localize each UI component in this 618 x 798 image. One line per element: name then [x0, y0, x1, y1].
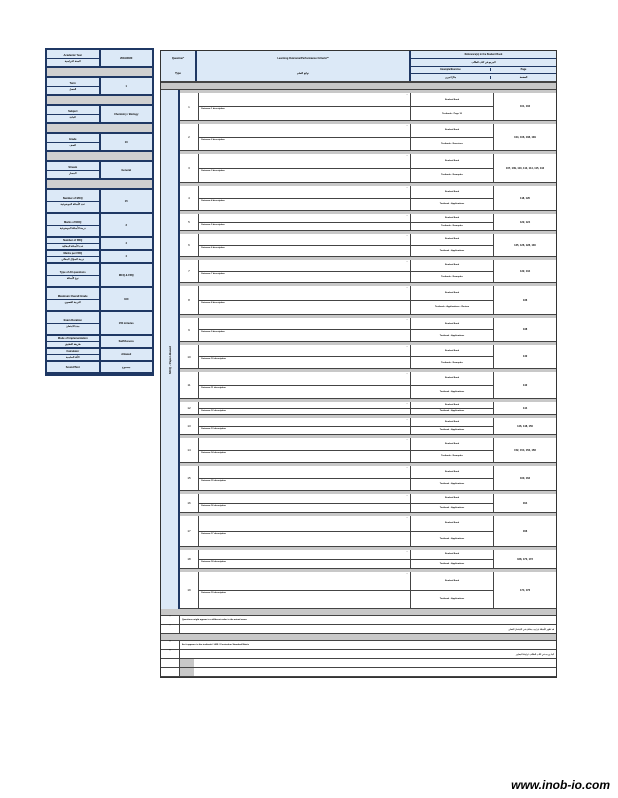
reference-detail: Textbook - Applications	[439, 562, 465, 565]
reference-detail: Textbook - Exercises	[441, 142, 463, 145]
exam-info-table	[45, 48, 154, 376]
watermark: www.inob-io.com	[511, 778, 610, 792]
table-row	[180, 513, 556, 547]
outcome-ar: ...	[199, 234, 410, 246]
info-row	[47, 264, 152, 288]
reference-detail: Textbook - Applications	[439, 203, 465, 206]
outcome-ar: ...	[199, 214, 410, 223]
divider	[161, 609, 556, 616]
info-label: Marks per FRQ	[47, 251, 99, 257]
info-label-ar: الفصل	[69, 87, 77, 91]
outcome-en: Outcome 10 description	[201, 358, 226, 360]
reference-source: Student Book	[411, 402, 493, 409]
info-label-ar: المادة	[69, 115, 76, 119]
footnote-text: Questions might appear in a different order in the actual exam.	[182, 619, 248, 621]
table-row	[180, 547, 556, 569]
reference-source: Student Book	[411, 572, 493, 591]
info-value: Chemistry / Biology	[114, 112, 139, 116]
outcome-ar: ...	[199, 286, 410, 301]
info-label: Grade	[47, 137, 99, 143]
reference-detail: Textbook - Applications	[439, 390, 465, 393]
page-codes: 104, 106, 108, 109	[514, 135, 536, 139]
page-codes: 174, 176	[519, 588, 531, 592]
info-value: 4	[125, 242, 127, 245]
outcome-en: Outcome 12 description	[201, 409, 226, 412]
page-codes: 146, 148, 150	[517, 424, 533, 428]
outcome-en: Outcome 7 description	[201, 272, 225, 275]
info-label-ar: الآلة الحاسبة	[66, 356, 80, 359]
info-label: Term	[47, 81, 99, 87]
outcome-header-ar: نواتج التعلم	[296, 72, 310, 75]
table-row	[180, 121, 556, 151]
outcome-ar: ...	[199, 186, 410, 199]
info-row	[47, 106, 152, 124]
reference-source: Student Book	[411, 186, 493, 199]
table-row	[180, 435, 556, 463]
table-row	[180, 369, 556, 399]
info-value: مسموح	[122, 365, 131, 369]
side-label-text: MCQ - Paper-Based	[167, 345, 172, 374]
page-codes: 166	[522, 529, 528, 533]
info-row	[47, 214, 152, 238]
reference-source: Student Book	[411, 494, 493, 504]
info-label: Academic Year	[47, 53, 99, 59]
reference-source: Student Book	[411, 466, 493, 479]
table-header	[161, 51, 556, 83]
table-row	[180, 415, 556, 435]
divider	[47, 68, 152, 78]
empty-row	[161, 659, 556, 668]
footnote-row	[161, 625, 556, 634]
outcome-en: Outcome 8 description	[201, 301, 225, 304]
question-number: 9	[180, 318, 199, 341]
footnote-text: كما وردت في كتاب الطالب / وثيقة المعايير	[515, 653, 554, 656]
outcome-ar: ...	[199, 318, 410, 330]
info-label: Stream	[47, 165, 99, 171]
reference-detail: Textbook - Applications	[439, 537, 465, 540]
question-number: 10	[180, 345, 199, 368]
footnote-row	[161, 641, 556, 650]
reference-source: Student Book	[411, 345, 493, 357]
info-row	[47, 50, 152, 68]
reference-detail: Textbook - Applications	[439, 429, 465, 432]
reference-source: Student Book	[411, 154, 493, 169]
reference-source: Student Book	[411, 234, 493, 246]
info-label: Calculator	[47, 349, 99, 355]
page-codes: 142	[522, 383, 528, 387]
info-row	[47, 362, 152, 374]
outcome-ar: ...	[199, 466, 410, 479]
question-number: 18	[180, 550, 199, 568]
reference-detail: Textbook - Examples	[441, 275, 463, 278]
question-number: 16	[180, 494, 199, 512]
info-row	[47, 162, 152, 180]
table-row	[180, 399, 556, 415]
footnote-text: As it appears in the textbook / LMS / Curriculum Standard Matrix	[182, 644, 249, 646]
info-row	[47, 238, 152, 251]
table-row	[180, 463, 556, 491]
footnote-marker: **	[161, 641, 180, 649]
footnote-text: قد تظهر الأسئلة بترتيب مختلف في الامتحان الفعلي	[508, 628, 554, 631]
footnote-row	[161, 650, 556, 659]
outcome-ar: ...	[199, 402, 410, 409]
outcome-en: Outcome 16 description	[201, 504, 226, 507]
example-header: Example/Exercise	[411, 68, 491, 71]
page-codes: 101, 102	[519, 105, 531, 108]
table-row	[180, 183, 556, 211]
outcome-en: Outcome 4 description	[201, 199, 225, 202]
outcome-en: Outcome 18 description	[201, 560, 226, 563]
page-codes: 118, 120	[520, 196, 530, 200]
info-label: Number of FRQ	[47, 238, 99, 244]
outcome-ar: ...	[199, 124, 410, 138]
outcome-en: Outcome 2 description	[201, 138, 225, 141]
question-number: 13	[180, 418, 199, 434]
question-number: 6	[180, 234, 199, 256]
table-row	[180, 90, 556, 121]
question-number: 3	[180, 154, 199, 182]
table-row	[180, 151, 556, 183]
reference-detail: Textbook - Applications	[439, 249, 465, 252]
outcome-en: Outcome 19 description	[201, 591, 226, 594]
question-header: Question*	[171, 57, 185, 60]
info-label-ar: درجة الأسئلة الموضوعية	[59, 226, 86, 230]
page-header-ar: الصفحة	[519, 76, 528, 80]
divider	[47, 180, 152, 190]
outcome-en: Outcome 1 description	[201, 108, 225, 110]
info-label-ar: الصف	[69, 143, 76, 147]
question-number: 14	[180, 438, 199, 462]
divider	[47, 96, 152, 106]
info-label-ar: مدة الامتحان	[65, 324, 80, 328]
empty-row	[161, 668, 556, 677]
info-row	[47, 78, 152, 96]
reference-detail: Textbook - Page 12	[442, 112, 462, 115]
info-label-ar: المسار	[69, 171, 77, 175]
outcome-en: Outcome 14 description	[201, 451, 226, 454]
info-row	[47, 336, 152, 349]
page-codes: 138	[522, 328, 528, 331]
reference-source: Student Book	[411, 124, 493, 138]
question-number: 2	[180, 124, 199, 150]
info-label: Subject	[47, 109, 99, 115]
reference-source: Student Book	[411, 93, 493, 107]
reference-source: Student Book	[411, 516, 493, 532]
reference-header: Reference(s) in the Student Book	[411, 51, 556, 59]
coverage-table	[160, 50, 557, 678]
outcome-ar: ...	[199, 438, 410, 451]
footnote-marker: **	[161, 650, 180, 658]
question-number: 5	[180, 214, 199, 230]
info-value: 3	[125, 223, 127, 227]
question-number: 7	[180, 260, 199, 282]
info-value: 15	[124, 199, 128, 203]
type-header: Type	[175, 72, 181, 75]
outcome-ar: ...	[199, 93, 410, 107]
info-label: Sound/Text	[65, 365, 80, 369]
question-number: 4	[180, 186, 199, 210]
reference-source: Student Book	[411, 418, 493, 427]
reference-source: Student Book	[411, 286, 493, 301]
table-row	[180, 569, 556, 609]
page-codes: 122, 124	[519, 220, 531, 224]
section-side-label	[161, 90, 180, 609]
table-row	[180, 283, 556, 315]
reference-detail: Textbook - Applications	[439, 334, 465, 337]
info-label: Marks of MCQ	[47, 220, 99, 226]
question-number: 17	[180, 516, 199, 546]
info-value: SwiftAssess	[118, 340, 134, 343]
info-label: Mode of Implementation	[47, 336, 99, 342]
outcome-en: Outcome 15 description	[201, 479, 226, 482]
outcome-ar: ...	[199, 572, 410, 591]
info-row	[47, 134, 152, 152]
divider	[47, 124, 152, 134]
page-codes: 107, 109, 110, 112, 114, 115, 116	[505, 166, 545, 170]
info-label-ar: عدد الأسئلة المقالية	[62, 245, 84, 248]
info-value: 4	[125, 255, 127, 258]
outcome-ar: ...	[199, 345, 410, 357]
reference-detail: Textbook - Examples	[441, 361, 463, 364]
outcome-ar: ...	[199, 494, 410, 504]
info-value: 10	[124, 140, 128, 144]
reference-detail: Textbook - Examples	[441, 455, 463, 458]
table-row	[180, 342, 556, 369]
reference-detail: Textbook - Examples	[441, 174, 463, 177]
reference-source: Student Book	[411, 260, 493, 272]
question-number: 19	[180, 572, 199, 608]
info-value: MCQ & FRQ	[118, 273, 134, 277]
question-number: 15	[180, 466, 199, 490]
question-rows	[180, 90, 556, 609]
info-row	[47, 349, 152, 362]
info-label-ar: درجة السؤال المقالي	[61, 258, 85, 261]
table-row	[180, 315, 556, 342]
info-row	[47, 251, 152, 264]
question-number: 1	[180, 93, 199, 120]
footnote-marker: *	[161, 616, 180, 624]
reference-detail: Textbook - Applications	[439, 598, 465, 601]
page-codes: 160, 162	[519, 476, 531, 480]
info-value: General	[121, 168, 132, 172]
outcome-en: Outcome 17 description	[201, 532, 226, 535]
page-header: Page	[520, 68, 527, 72]
info-row	[47, 312, 152, 336]
table-row	[180, 491, 556, 513]
question-number: 8	[180, 286, 199, 314]
info-row	[47, 190, 152, 214]
info-label-ar: الدرجة القصوى	[64, 300, 81, 304]
divider	[161, 634, 556, 641]
reference-detail: Textbook - Examples	[441, 225, 463, 228]
outcome-ar: ...	[199, 372, 410, 386]
outcome-ar: ...	[199, 154, 410, 169]
info-label: Maximum Overall Grade	[47, 294, 99, 300]
reference-header-ar: المرجع في كتاب الطالب	[411, 59, 556, 67]
outcome-ar: ...	[199, 516, 410, 532]
page-codes: 152, 154, 156, 158	[514, 448, 536, 452]
info-label-ar: نوع الأسئلة	[66, 276, 79, 280]
outcome-en: Outcome 11 description	[201, 386, 226, 389]
info-label: Exam Duration	[47, 318, 99, 324]
reference-source: Student Book	[411, 214, 493, 223]
example-header-ar: مثال/تمرين	[411, 76, 491, 79]
outcome-en: Outcome 9 description	[201, 331, 225, 333]
reference-source: Student Book	[411, 438, 493, 451]
info-label: Number of MCQ	[47, 196, 99, 202]
reference-detail: Textbook - Applications - Review	[434, 306, 470, 309]
reference-detail: Textbook - Applications	[439, 506, 465, 509]
divider	[161, 83, 556, 90]
info-label-ar: السنة الدراسية	[64, 59, 81, 63]
outcome-en: Outcome 5 description	[201, 223, 225, 226]
divider	[47, 152, 152, 162]
outcome-ar: ...	[199, 418, 410, 427]
page-codes: 164	[522, 501, 528, 505]
reference-source: Student Book	[411, 550, 493, 560]
table-row	[180, 211, 556, 231]
info-label: Type of All questions	[47, 270, 99, 276]
page-codes: 140	[522, 355, 528, 358]
info-label-ar: طريقة التطبيق	[64, 343, 81, 346]
outcome-en: Outcome 3 description	[201, 169, 225, 172]
reference-source: Student Book	[411, 318, 493, 330]
info-value: Allowed	[121, 353, 132, 356]
reference-source: Student Book	[411, 372, 493, 386]
outcome-ar: ...	[199, 260, 410, 272]
info-value: 150 minutes	[118, 321, 134, 325]
page-codes: 144	[522, 406, 528, 410]
outcome-header: Learning Outcome/Performance Criteria**	[277, 57, 329, 60]
info-value: 100	[124, 297, 129, 301]
info-value: 1	[125, 84, 127, 88]
table-footnotes	[161, 609, 556, 677]
table-row	[180, 231, 556, 257]
info-label-ar: عدد الأسئلة الموضوعية	[60, 202, 86, 206]
info-value: 2019/2020	[120, 56, 133, 60]
footnote-marker: *	[161, 625, 180, 633]
page-codes: 136	[522, 298, 528, 302]
outcome-en: Outcome 13 description	[201, 427, 226, 430]
page-codes: 125, 126, 128, 130	[514, 243, 536, 247]
footnote-row	[161, 616, 556, 625]
reference-detail: Textbook - Applications	[439, 483, 465, 486]
outcome-en: Outcome 6 description	[201, 246, 225, 249]
page-codes: 168, 170, 172	[517, 557, 533, 561]
page-codes: 132, 134	[519, 269, 531, 273]
outcome-ar: ...	[199, 550, 410, 560]
info-row	[47, 288, 152, 312]
table-row	[180, 257, 556, 283]
question-number: 12	[180, 402, 199, 414]
question-number: 11	[180, 372, 199, 398]
reference-detail: Textbook - Applications	[439, 410, 465, 413]
